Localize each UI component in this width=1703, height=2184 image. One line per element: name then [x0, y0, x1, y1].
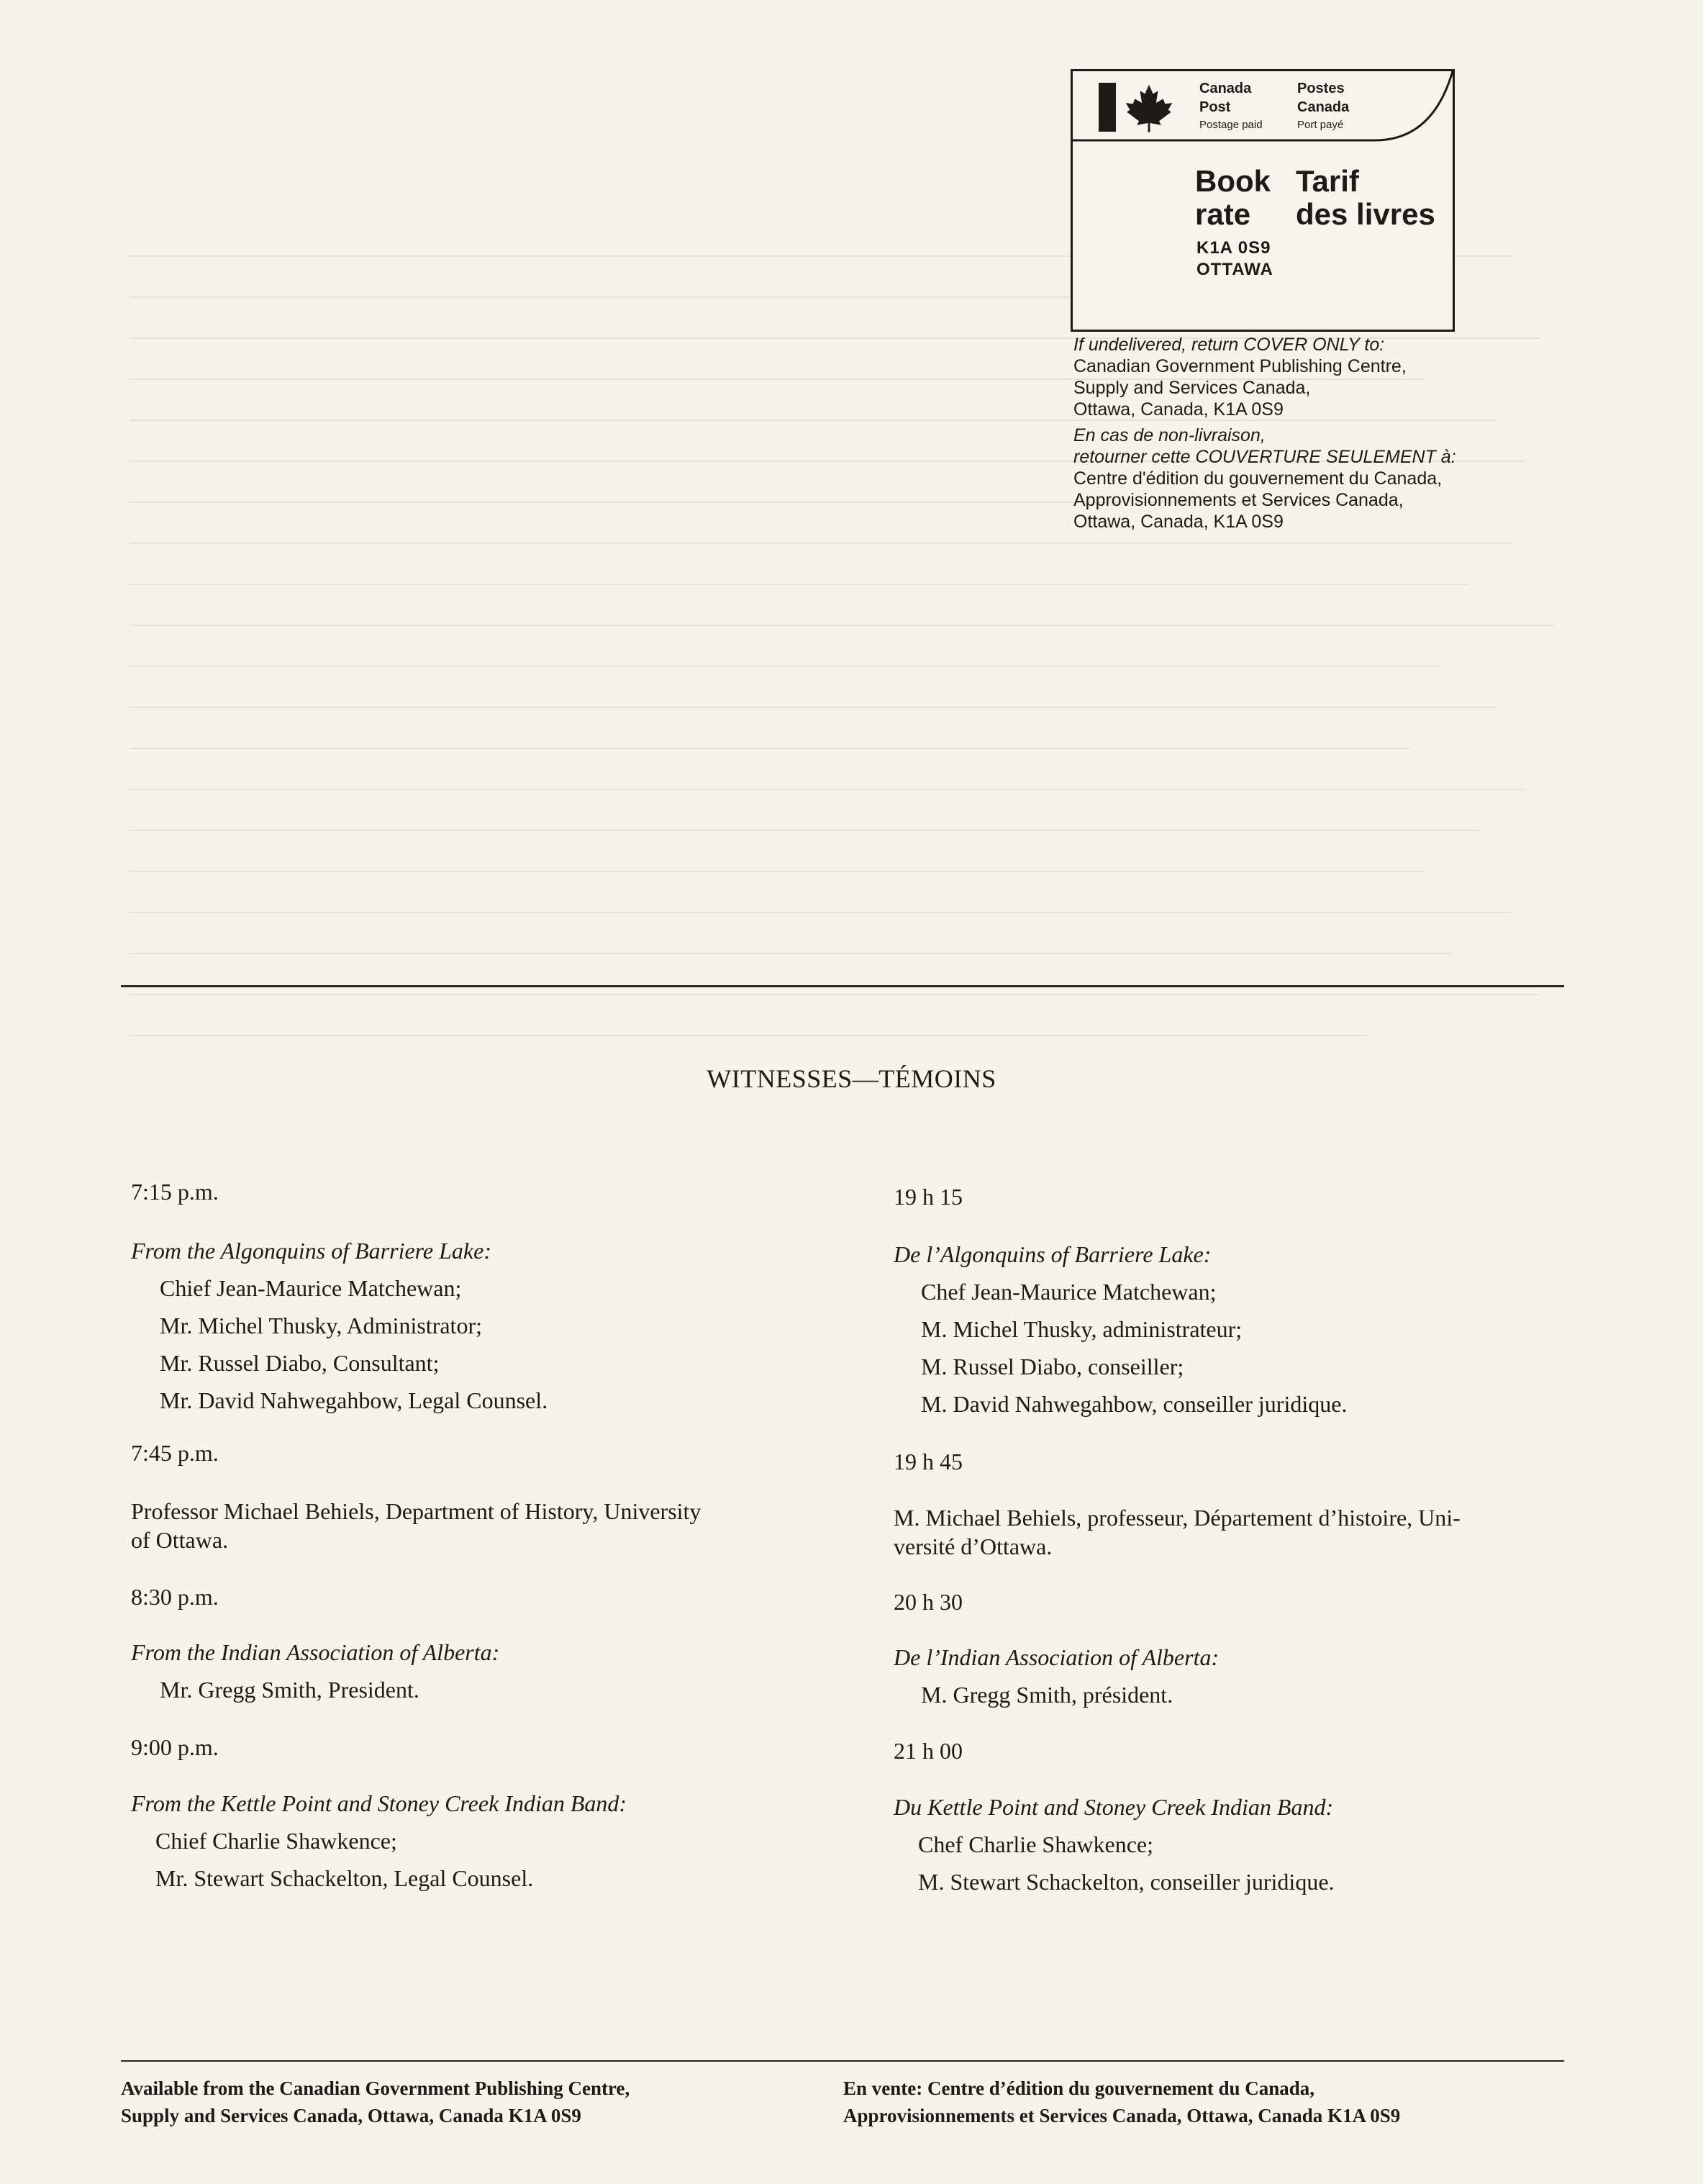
- return-line: Ottawa, Canada, K1A 0S9: [1073, 512, 1284, 532]
- witness-name: M. Gregg Smith, président.: [921, 1682, 1173, 1708]
- witness-name: Chef Charlie Shawkence;: [918, 1831, 1153, 1857]
- witness-name: M. Michael Behiels, professeur, Département d’histoire, Uni-: [894, 1505, 1461, 1531]
- witness-name: Chief Charlie Shawkence;: [155, 1828, 397, 1854]
- canada-post-en: Canada: [1199, 81, 1252, 96]
- postes-fr: Postes: [1297, 81, 1345, 96]
- return-line: Canadian Government Publishing Centre,: [1073, 356, 1407, 376]
- witness-name: Mr. Russel Diabo, Consultant;: [160, 1350, 440, 1376]
- tarif-1: Tarif: [1296, 164, 1359, 198]
- group-title: Du Kettle Point and Stoney Creek Indian Band:: [894, 1794, 1334, 1820]
- return-line: Approvisionnements et Services Canada,: [1073, 490, 1404, 510]
- witness-name: M. Michel Thusky, administrateur;: [921, 1316, 1243, 1342]
- postage-indicia: [1071, 69, 1455, 332]
- group-title: From the Kettle Point and Stoney Creek Indian Band:: [131, 1790, 627, 1816]
- group-title: De l’Indian Association of Alberta:: [894, 1644, 1220, 1670]
- group-title: From the Indian Association of Alberta:: [131, 1639, 500, 1665]
- return-heading-fr-1: En cas de non-livraison,: [1073, 425, 1266, 445]
- time-label: 21 h 00: [894, 1738, 963, 1764]
- time-label: 7:45 p.m.: [131, 1440, 219, 1466]
- postes-fr2: Canada: [1297, 99, 1350, 115]
- book-rate-1: Book: [1195, 164, 1271, 198]
- flag-bar-icon: [1099, 83, 1116, 132]
- group-title: De l’Algonquins of Barriere Lake:: [894, 1241, 1212, 1267]
- return-heading-en: If undelivered, return COVER ONLY to:: [1073, 335, 1385, 355]
- witness-name: Mr. Stewart Schackelton, Legal Counsel.: [155, 1865, 534, 1891]
- time-label: 19 h 15: [894, 1184, 963, 1210]
- witness-name-cont: versité d’Ottawa.: [894, 1533, 1053, 1559]
- canada-post-en2: Post: [1199, 99, 1231, 115]
- time-label: 19 h 45: [894, 1449, 963, 1474]
- postal-code: K1A 0S9: [1196, 238, 1271, 258]
- return-line: Centre d'édition du gouvernement du Canada,: [1073, 468, 1443, 489]
- return-line: Supply and Services Canada,: [1073, 378, 1311, 398]
- port-paye: Port payé: [1297, 119, 1344, 131]
- footer-en: [121, 2075, 630, 2129]
- tarif-2: des livres: [1296, 197, 1435, 231]
- return-heading-fr-2: retourner cette COUVERTURE SEULEMENT à:: [1073, 447, 1456, 467]
- witness-name: M. Stewart Schackelton, conseiller juridique.: [918, 1869, 1335, 1895]
- witness-name: M. David Nahwegahbow, conseiller juridique.: [921, 1391, 1348, 1417]
- return-notice-fr: [1073, 425, 1577, 533]
- postage-paid: Postage paid: [1199, 119, 1263, 131]
- section-divider: [121, 985, 1564, 987]
- witness-name: Professor Michael Behiels, Department of History, University: [131, 1498, 701, 1524]
- return-notice-en: [1073, 334, 1577, 420]
- time-label: 20 h 30: [894, 1589, 963, 1615]
- footer-en-line2: Supply and Services Canada, Ottawa, Canada K1A 0S9: [121, 2105, 581, 2126]
- witness-name: Chef Jean-Maurice Matchewan;: [921, 1279, 1217, 1305]
- footer-fr: [843, 2075, 1400, 2129]
- witness-name: Chief Jean-Maurice Matchewan;: [160, 1275, 462, 1301]
- witness-name: Mr. Michel Thusky, Administrator;: [160, 1313, 482, 1338]
- maple-leaf-icon: [1123, 83, 1175, 133]
- witness-name: Mr. David Nahwegahbow, Legal Counsel.: [160, 1387, 548, 1413]
- return-line: Ottawa, Canada, K1A 0S9: [1073, 399, 1284, 420]
- footer-fr-line2: Approvisionnements et Services Canada, Ottawa, Canada K1A 0S9: [843, 2105, 1401, 2126]
- time-label: 7:15 p.m.: [131, 1179, 219, 1205]
- time-label: 9:00 p.m.: [131, 1734, 219, 1760]
- footer-en-line1: Available from the Canadian Government Publishing Centre,: [121, 2077, 630, 2099]
- witness-name: Mr. Gregg Smith, President.: [160, 1677, 419, 1703]
- book-rate-2: rate: [1195, 197, 1251, 231]
- time-label: 8:30 p.m.: [131, 1584, 219, 1610]
- witnesses-heading: WITNESSES—TÉMOINS: [707, 1064, 996, 1093]
- footer-divider: [121, 2060, 1564, 2062]
- group-title: From the Algonquins of Barriere Lake:: [131, 1238, 491, 1264]
- witness-name-cont: of Ottawa.: [131, 1527, 229, 1553]
- witness-name: M. Russel Diabo, conseiller;: [921, 1354, 1184, 1379]
- footer-fr-line1: En vente: Centre d’édition du gouvernement du Canada,: [843, 2077, 1315, 2099]
- city: OTTAWA: [1196, 260, 1273, 279]
